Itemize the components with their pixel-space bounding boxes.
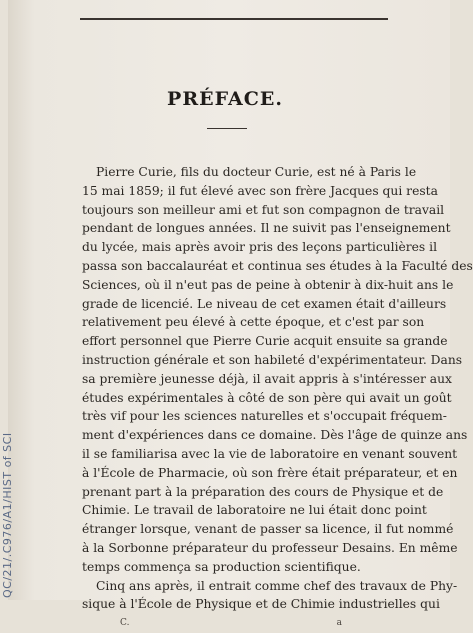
signature-right: a [336,618,342,629]
text-line: prenant part à la préparation des cours de Physique et de [82,484,444,499]
text-line: effort personnel que Pierre Curie acquit ensuite sa grande [82,334,448,349]
title-rule [207,128,247,129]
text-line: études expérimentales à côté de son père qui avait un goût [82,390,452,405]
text-line: 15 mai 1859; il fut élevé avec son frère Jacques qui resta [82,183,438,198]
text-line: pendant de longues années. Il ne suivit pas l'enseignement [82,221,451,236]
call-number-annotation: QC/21/.C976/A1/HIST of SCI [1,432,14,598]
top-rule [80,18,388,20]
text-line: étranger lorsque, venant de passer sa licence, il fut nommé [82,522,454,537]
signature-line [82,614,387,633]
text-line: à l'École de Pharmacie, où son frère était préparateur, et en [82,465,458,480]
text-line: temps commença sa production scientifique. [82,559,361,574]
text-line: grade de licencié. Le niveau de cet examen était d'ailleurs [82,296,447,311]
text-line: Sciences, où il n'eut pas de peine à obtenir à dix-huit ans le [82,277,454,292]
text-line: Pierre Curie, fils du docteur Curie, est né à Paris le [96,165,417,179]
text-line: à la Sorbonne préparateur du professeur Desains. En même [82,540,458,555]
text-line: ment d'expériences dans ce domaine. Dès l'âge de quinze ans [82,428,468,443]
signature-left: C. [120,618,130,629]
text-line: sa première jeunesse déjà, il avait appris à s'intéresser aux [82,371,452,386]
text-line: relativement peu élevé à cette époque, et c'est par son [82,315,425,330]
text-line: il se familiarisa avec la vie de laboratoire en venant souvent [82,446,458,461]
preface-body [82,163,473,633]
page-title: PRÉFACE. [167,88,283,110]
text-line: sique à l'École de Physique et de Chimie industrielles qui [82,597,440,612]
text-line: du lycée, mais après avoir pris des leçons particulières il [82,240,438,255]
text-line: Chimie. Le travail de laboratoire ne lui était donc point [82,503,427,518]
text-line: Cinq ans après, il entrait comme chef des travaux de Phy- [96,578,458,593]
text-line: passa son baccalauréat et continua ses études à la Faculté des [82,258,473,273]
text-line: instruction générale et son habileté d'expérimentateur. Dans [82,352,463,367]
text-line: toujours son meilleur ami et fut son compagnon de travail [82,202,445,217]
text-line: très vif pour les sciences naturelles et s'occupait fréquem- [82,409,447,424]
